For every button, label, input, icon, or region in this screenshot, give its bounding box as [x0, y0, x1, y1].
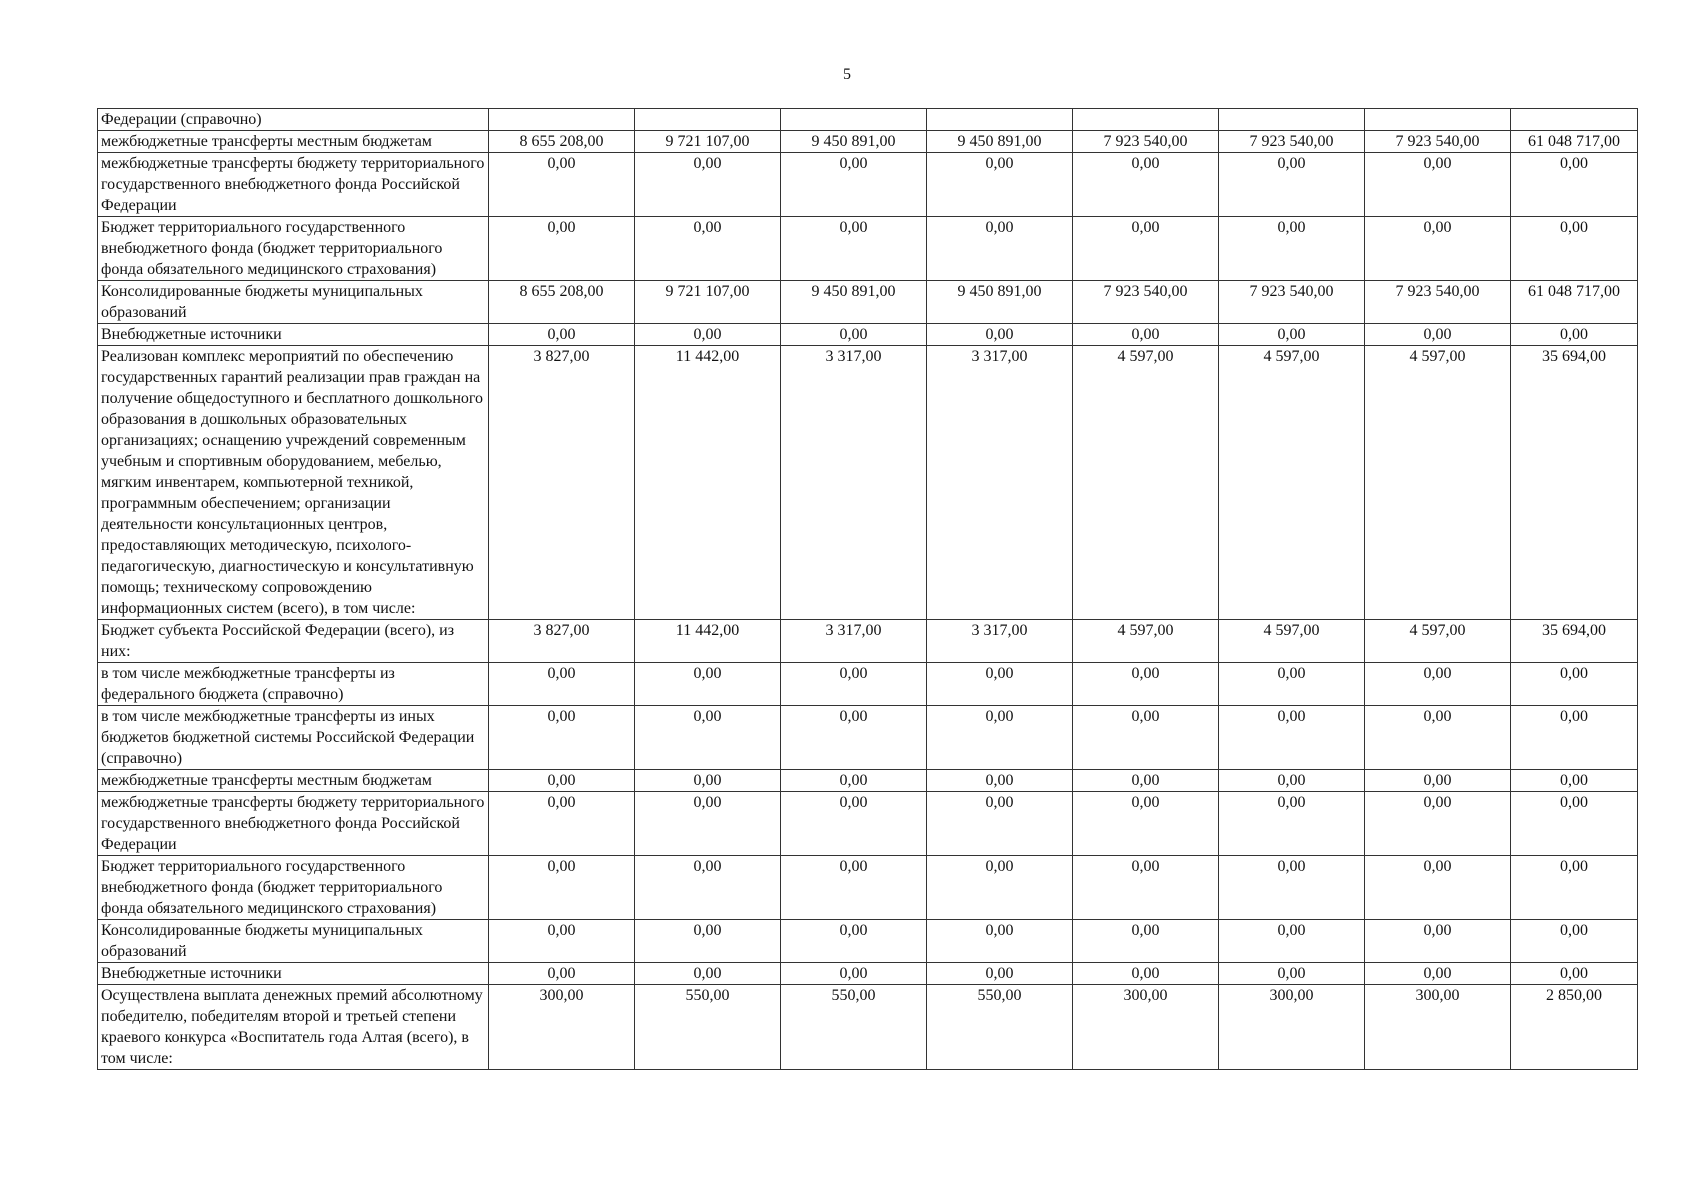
- row-year-value: 0,00: [635, 963, 781, 985]
- row-year-value: 3 827,00: [489, 346, 635, 620]
- row-year-value: 0,00: [781, 706, 927, 770]
- row-year-value: 0,00: [1219, 706, 1365, 770]
- row-year-value: 0,00: [635, 663, 781, 706]
- row-year-value: 0,00: [781, 324, 927, 346]
- row-year-value: 0,00: [635, 153, 781, 217]
- row-year-value: 4 597,00: [1073, 346, 1219, 620]
- row-label: межбюджетные трансферты местным бюджетам: [98, 131, 489, 153]
- page-number: 5: [843, 66, 851, 83]
- row-year-value: 0,00: [635, 856, 781, 920]
- row-year-value: 0,00: [1365, 153, 1511, 217]
- row-year-value: 3 317,00: [927, 620, 1073, 663]
- row-total-value: 2 850,00: [1511, 985, 1638, 1070]
- row-year-value: 0,00: [927, 153, 1073, 217]
- row-year-value: 0,00: [1073, 920, 1219, 963]
- row-year-value: 9 721 107,00: [635, 131, 781, 153]
- row-year-value: 0,00: [1365, 217, 1511, 281]
- table-row: [98, 153, 1638, 217]
- row-year-value: 0,00: [1073, 217, 1219, 281]
- row-year-value: 0,00: [1219, 217, 1365, 281]
- row-label: Бюджет территориального государственного внебюджетного фонда (бюджет территориального фонда обязательного медицинского страхования): [98, 217, 489, 281]
- row-year-value: 0,00: [927, 792, 1073, 856]
- row-year-value: 300,00: [1219, 985, 1365, 1070]
- row-year-value: 11 442,00: [635, 620, 781, 663]
- row-year-value: 11 442,00: [635, 346, 781, 620]
- row-year-value: 0,00: [1073, 856, 1219, 920]
- row-year-value: 0,00: [1219, 324, 1365, 346]
- row-year-value: 3 317,00: [927, 346, 1073, 620]
- row-year-value: 0,00: [489, 706, 635, 770]
- row-year-value: 9 450 891,00: [927, 131, 1073, 153]
- row-year-value: 0,00: [635, 920, 781, 963]
- row-year-value: 300,00: [489, 985, 635, 1070]
- row-year-value: 3 317,00: [781, 620, 927, 663]
- row-year-value: 0,00: [1219, 663, 1365, 706]
- row-year-value: 0,00: [1365, 706, 1511, 770]
- row-total-value: 0,00: [1511, 706, 1638, 770]
- row-year-value: 0,00: [489, 770, 635, 792]
- row-year-value: 9 721 107,00: [635, 281, 781, 324]
- row-year-value: 7 923 540,00: [1219, 281, 1365, 324]
- row-year-value: 0,00: [927, 770, 1073, 792]
- row-label: Бюджет территориального государственного внебюджетного фонда (бюджет территориального фонда обязательного медицинского страхования): [98, 856, 489, 920]
- table-row: [98, 109, 1638, 131]
- row-year-value: 4 597,00: [1365, 620, 1511, 663]
- row-label: Консолидированные бюджеты муниципальных образований: [98, 281, 489, 324]
- row-total-value: 0,00: [1511, 324, 1638, 346]
- row-year-value: [489, 109, 635, 131]
- row-year-value: 7 923 540,00: [1365, 131, 1511, 153]
- row-year-value: 9 450 891,00: [927, 281, 1073, 324]
- row-year-value: 0,00: [635, 770, 781, 792]
- row-year-value: 0,00: [1073, 770, 1219, 792]
- row-year-value: [781, 109, 927, 131]
- row-year-value: 550,00: [781, 985, 927, 1070]
- table-row: [98, 963, 1638, 985]
- row-year-value: 9 450 891,00: [781, 281, 927, 324]
- table-row: [98, 770, 1638, 792]
- row-year-value: 0,00: [489, 153, 635, 217]
- row-year-value: 300,00: [1073, 985, 1219, 1070]
- row-year-value: 0,00: [489, 324, 635, 346]
- row-label: межбюджетные трансферты бюджету территориального государственного внебюджетного фонда Российской Федерации: [98, 153, 489, 217]
- table-row: [98, 281, 1638, 324]
- row-year-value: 0,00: [489, 920, 635, 963]
- row-year-value: 0,00: [927, 217, 1073, 281]
- row-year-value: 0,00: [489, 217, 635, 281]
- row-year-value: 0,00: [489, 663, 635, 706]
- row-label: Внебюджетные источники: [98, 963, 489, 985]
- row-year-value: 7 923 540,00: [1365, 281, 1511, 324]
- row-year-value: 0,00: [1073, 153, 1219, 217]
- row-total-value: 0,00: [1511, 770, 1638, 792]
- row-label: Консолидированные бюджеты муниципальных образований: [98, 920, 489, 963]
- table-row: [98, 985, 1638, 1070]
- row-total-value: 0,00: [1511, 856, 1638, 920]
- row-year-value: 0,00: [1073, 792, 1219, 856]
- budget-table: [97, 108, 1638, 1070]
- row-year-value: 0,00: [635, 324, 781, 346]
- row-year-value: 0,00: [1365, 770, 1511, 792]
- row-year-value: 0,00: [1365, 792, 1511, 856]
- row-year-value: 0,00: [927, 920, 1073, 963]
- row-label: Внебюджетные источники: [98, 324, 489, 346]
- row-total-value: 61 048 717,00: [1511, 131, 1638, 153]
- table-row: [98, 346, 1638, 620]
- row-year-value: 0,00: [1365, 663, 1511, 706]
- row-year-value: 8 655 208,00: [489, 281, 635, 324]
- row-label: в том числе межбюджетные трансферты из федерального бюджета (справочно): [98, 663, 489, 706]
- row-year-value: 0,00: [1073, 706, 1219, 770]
- row-label: Федерации (справочно): [98, 109, 489, 131]
- row-year-value: 0,00: [927, 706, 1073, 770]
- row-year-value: 3 827,00: [489, 620, 635, 663]
- row-year-value: 0,00: [489, 963, 635, 985]
- row-year-value: 0,00: [1073, 663, 1219, 706]
- row-year-value: 7 923 540,00: [1219, 131, 1365, 153]
- row-year-value: 9 450 891,00: [781, 131, 927, 153]
- row-label: Реализован комплекс мероприятий по обеспечению государственных гарантий реализации прав граждан на получение общедоступного и бесплатного дошкольного образования в дошкольных образовательных организациях; оснащению учреждений современным учебным и спортивным оборудованием, мебелью, мягким инвентарем, компьютерной техникой, программным обеспечением; организации деятельности консультационных центров, предоставляющих методическую, психолого-педагогическую, диагностическую и консультативную помощь; техническому сопровождению информационных систем (всего), в том числе:: [98, 346, 489, 620]
- table-row: [98, 663, 1638, 706]
- row-year-value: 3 317,00: [781, 346, 927, 620]
- row-total-value: [1511, 109, 1638, 131]
- row-total-value: 61 048 717,00: [1511, 281, 1638, 324]
- row-year-value: 0,00: [781, 920, 927, 963]
- row-year-value: 0,00: [781, 663, 927, 706]
- row-year-value: 0,00: [781, 856, 927, 920]
- row-year-value: 0,00: [1219, 963, 1365, 985]
- row-label: Бюджет субъекта Российской Федерации (всего), из них:: [98, 620, 489, 663]
- row-year-value: 550,00: [927, 985, 1073, 1070]
- table-row: [98, 620, 1638, 663]
- row-label: в том числе межбюджетные трансферты из иных бюджетов бюджетной системы Российской Федерации (справочно): [98, 706, 489, 770]
- row-year-value: [927, 109, 1073, 131]
- row-year-value: 0,00: [781, 217, 927, 281]
- row-year-value: 4 597,00: [1073, 620, 1219, 663]
- row-year-value: 0,00: [927, 856, 1073, 920]
- row-total-value: 0,00: [1511, 663, 1638, 706]
- row-year-value: 0,00: [1219, 792, 1365, 856]
- row-year-value: 0,00: [1219, 856, 1365, 920]
- row-year-value: 0,00: [635, 792, 781, 856]
- table-row: [98, 217, 1638, 281]
- budget-table-body: [98, 109, 1638, 1070]
- row-label: межбюджетные трансферты бюджету территориального государственного внебюджетного фонда Российской Федерации: [98, 792, 489, 856]
- row-total-value: 0,00: [1511, 920, 1638, 963]
- row-year-value: 0,00: [1073, 963, 1219, 985]
- row-year-value: 300,00: [1365, 985, 1511, 1070]
- row-year-value: 0,00: [1365, 920, 1511, 963]
- row-year-value: 0,00: [1365, 963, 1511, 985]
- row-label: межбюджетные трансферты местным бюджетам: [98, 770, 489, 792]
- row-year-value: 0,00: [1219, 770, 1365, 792]
- table-row: [98, 920, 1638, 963]
- row-year-value: 0,00: [927, 963, 1073, 985]
- row-total-value: 0,00: [1511, 792, 1638, 856]
- row-year-value: 0,00: [781, 792, 927, 856]
- row-year-value: 0,00: [781, 770, 927, 792]
- table-row: [98, 324, 1638, 346]
- row-year-value: [1073, 109, 1219, 131]
- table-row: [98, 792, 1638, 856]
- row-year-value: 4 597,00: [1219, 346, 1365, 620]
- row-year-value: 7 923 540,00: [1073, 281, 1219, 324]
- row-year-value: 0,00: [927, 663, 1073, 706]
- row-year-value: 0,00: [927, 324, 1073, 346]
- row-year-value: 0,00: [489, 856, 635, 920]
- row-year-value: 0,00: [635, 706, 781, 770]
- row-year-value: [1365, 109, 1511, 131]
- row-year-value: 0,00: [1219, 920, 1365, 963]
- row-year-value: 0,00: [781, 153, 927, 217]
- row-total-value: 35 694,00: [1511, 346, 1638, 620]
- row-year-value: 550,00: [635, 985, 781, 1070]
- row-label: Осуществлена выплата денежных премий абсолютному победителю, победителям второй и третьей степени краевого конкурса «Воспитатель года Алтая (всего), в том числе:: [98, 985, 489, 1070]
- table-row: [98, 131, 1638, 153]
- row-year-value: 8 655 208,00: [489, 131, 635, 153]
- row-total-value: 0,00: [1511, 963, 1638, 985]
- row-year-value: 0,00: [1365, 324, 1511, 346]
- row-total-value: 0,00: [1511, 153, 1638, 217]
- row-total-value: 35 694,00: [1511, 620, 1638, 663]
- row-year-value: 0,00: [1219, 153, 1365, 217]
- row-year-value: [1219, 109, 1365, 131]
- row-year-value: 0,00: [489, 792, 635, 856]
- row-year-value: 0,00: [1365, 856, 1511, 920]
- table-row: [98, 856, 1638, 920]
- row-year-value: 0,00: [635, 217, 781, 281]
- row-year-value: 0,00: [1073, 324, 1219, 346]
- row-year-value: 7 923 540,00: [1073, 131, 1219, 153]
- row-total-value: 0,00: [1511, 217, 1638, 281]
- row-year-value: 4 597,00: [1365, 346, 1511, 620]
- row-year-value: 0,00: [781, 963, 927, 985]
- row-year-value: [635, 109, 781, 131]
- row-year-value: 4 597,00: [1219, 620, 1365, 663]
- table-row: [98, 706, 1638, 770]
